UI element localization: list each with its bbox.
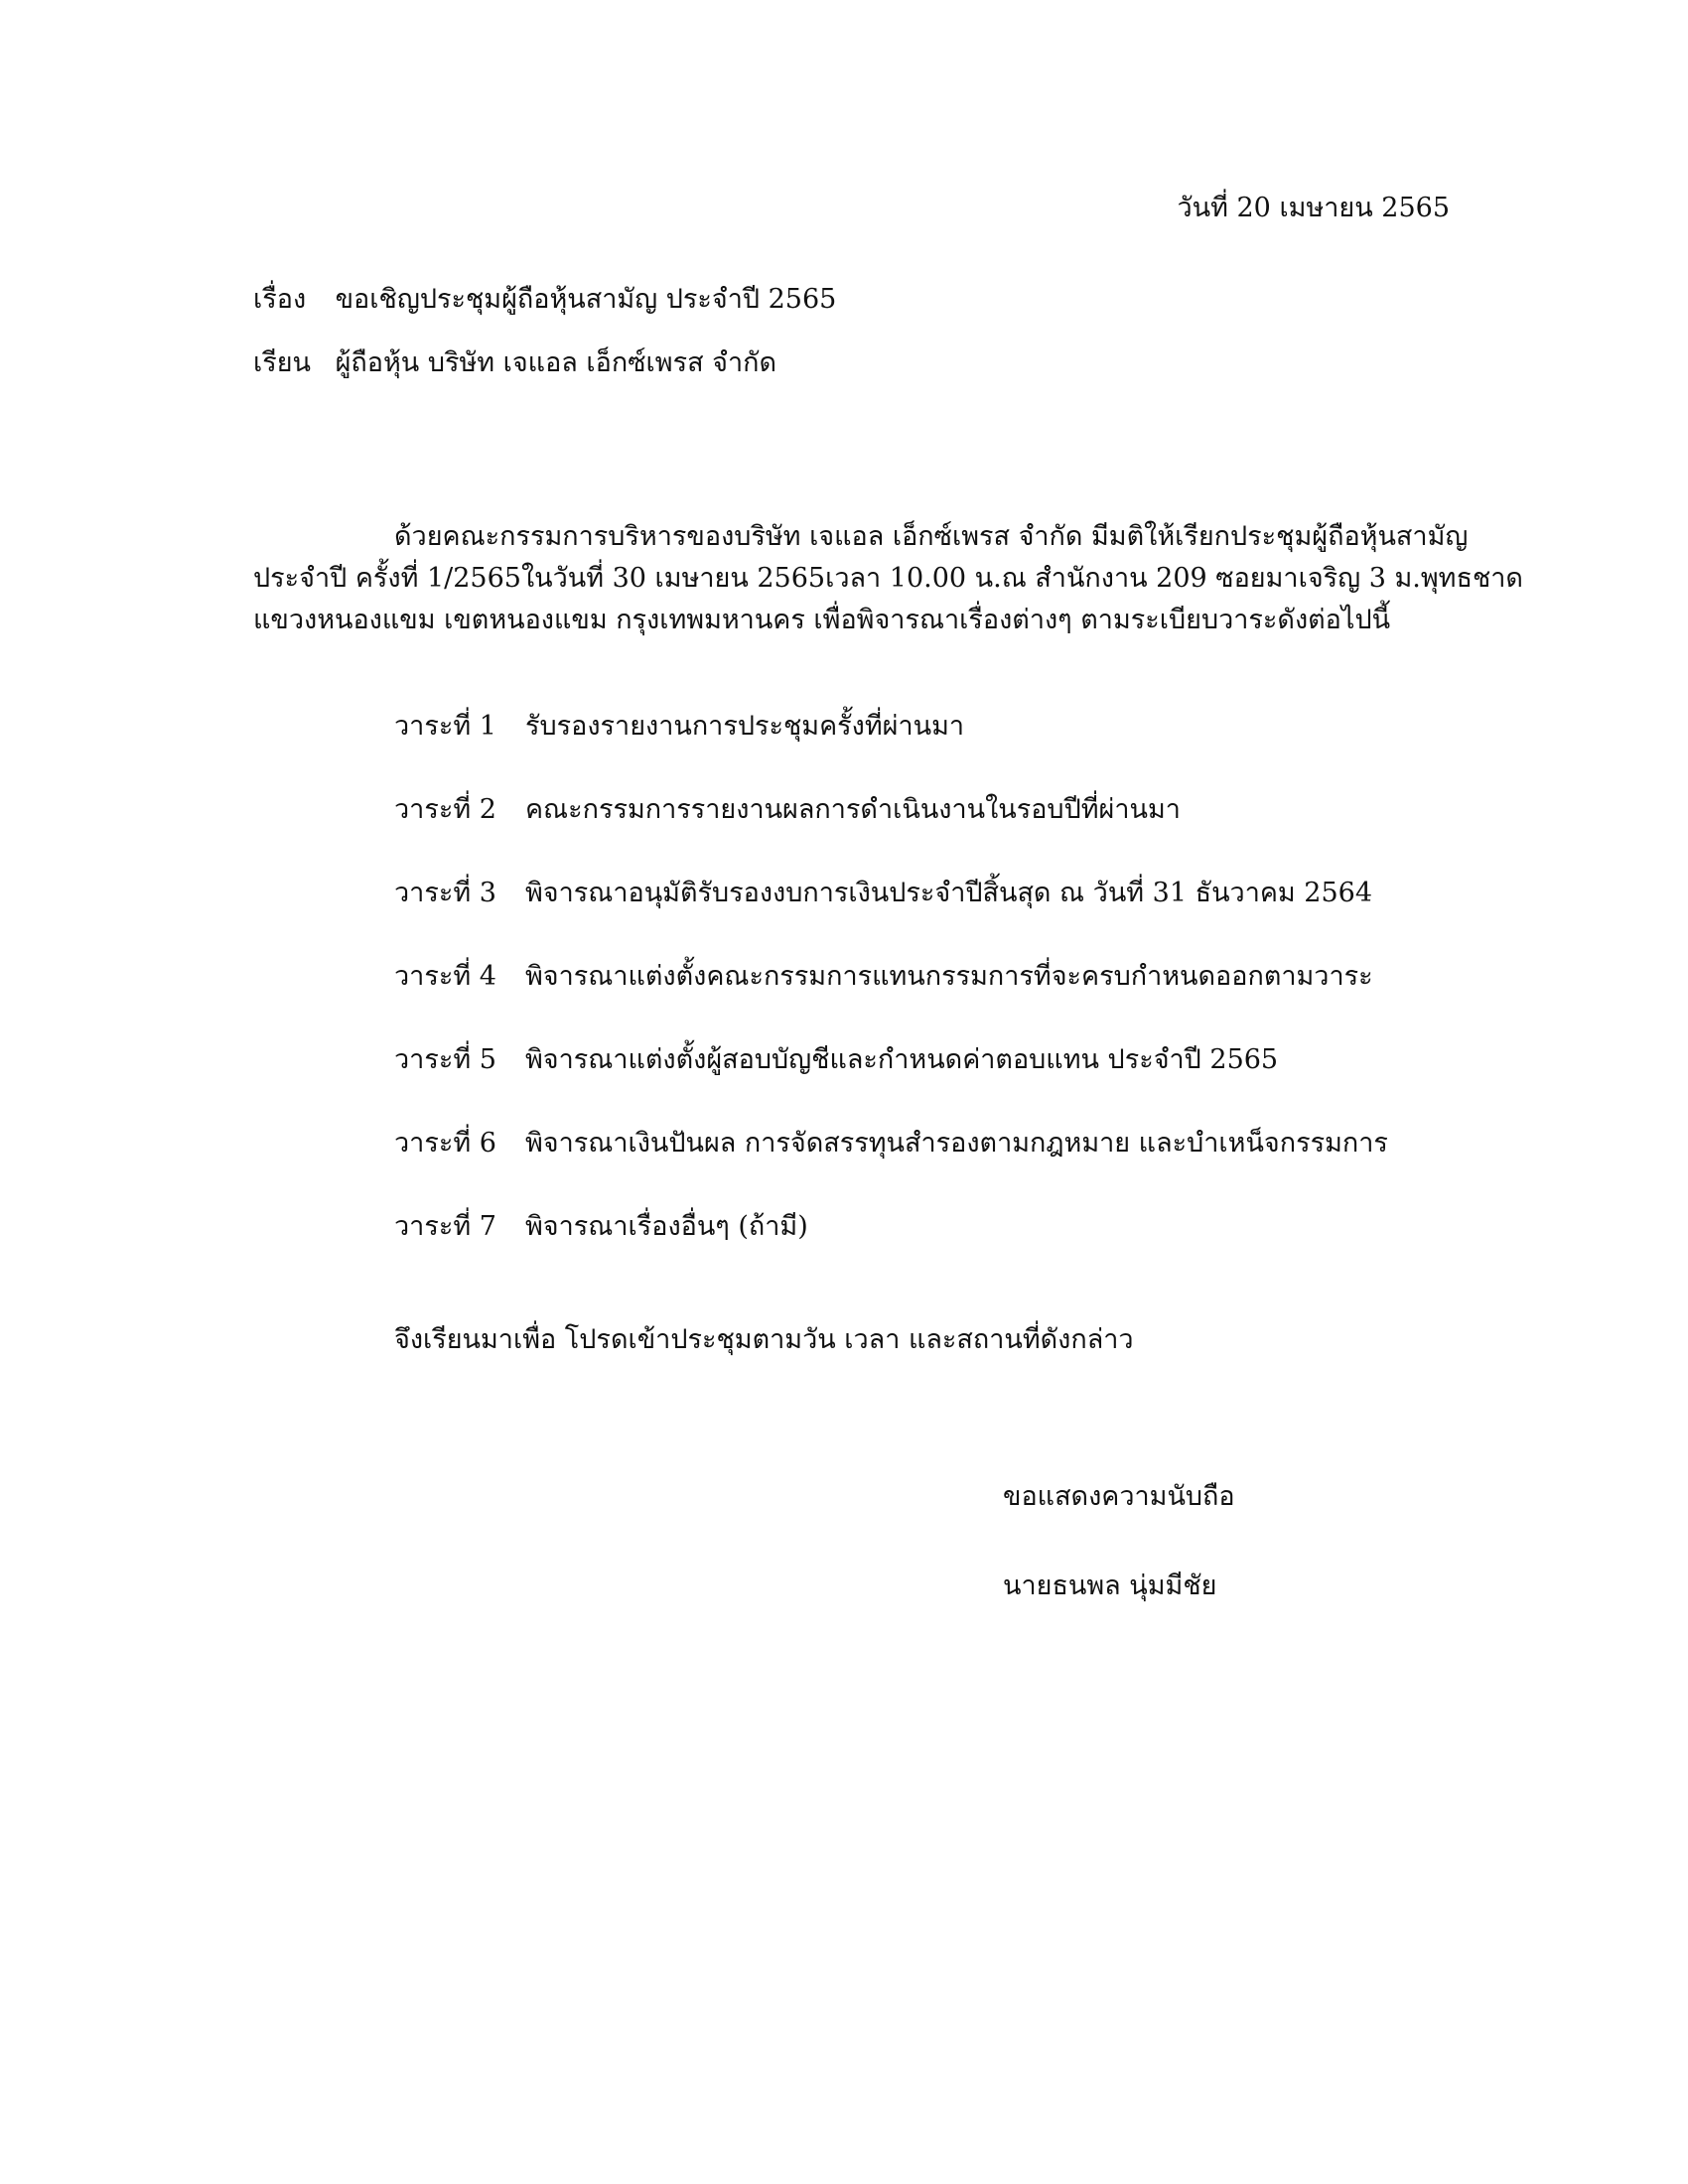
agenda-item [394, 1040, 1388, 1124]
agenda-number: วาระที่ 4 [394, 961, 496, 992]
agenda-text: พิจารณาเงินปันผล การจัดสรรทุนสำรองตามกฎหมาย และบำเหน็จกรรมการ [525, 1128, 1388, 1159]
agenda-item [394, 707, 1388, 790]
agenda-item [394, 790, 1388, 874]
agenda-number: วาระที่ 7 [394, 1211, 496, 1242]
agenda-text: พิจารณาแต่งตั้งคณะกรรมการแทนกรรมการที่จะครบกำหนดออกตามวาระ [525, 961, 1373, 992]
recipient-label: เรียน [253, 347, 312, 378]
recipient-text: ผู้ถือหุ้น บริษัท เจแอล เอ็กซ์เพรส จำกัด [335, 347, 776, 378]
agenda-number: วาระที่ 6 [394, 1128, 496, 1159]
body-line: ประจำปี ครั้งที่ 1/2565ในวันที่ 30 เมษายน 2565เวลา 10.00 น.ณ สำนักงาน 209 ซอยมาเจริญ 3 ม.พุทธชาด [253, 563, 1523, 594]
agenda-number: วาระที่ 2 [394, 794, 496, 825]
signer-name: นายธนพล นุ่มมีชัย [1003, 1570, 1217, 1601]
regards-line: ขอแสดงความนับถือ [1003, 1481, 1235, 1512]
subject-label: เรื่อง [253, 284, 307, 315]
body-line: ด้วยคณะกรรมการบริหารของบริษัท เจแอล เอ็กซ์เพรส จำกัด มีมติให้เรียกประชุมผู้ถือหุ้นสามัญ [394, 521, 1469, 552]
agenda-number: วาระที่ 1 [394, 711, 496, 742]
subject-text: ขอเชิญประชุมผู้ถือหุ้นสามัญ ประจำปี 2565 [335, 284, 837, 315]
agenda-item [394, 1207, 1388, 1291]
subject-line [253, 280, 836, 320]
body-paragraph [253, 516, 1523, 641]
agenda-text: รับรองรายงานการประชุมครั้งที่ผ่านมา [525, 711, 965, 742]
letter-date: วันที่ 20 เมษายน 2565 [1177, 193, 1450, 223]
agenda-text: พิจารณาอนุมัติรับรองงบการเงินประจำปีสิ้นสุด ณ วันที่ 31 ธันวาคม 2564 [525, 878, 1373, 908]
agenda-number: วาระที่ 3 [394, 878, 496, 908]
agenda-number: วาระที่ 5 [394, 1044, 496, 1075]
agenda-text: พิจารณาแต่งตั้งผู้สอบบัญชีและกำหนดค่าตอบแทน ประจำปี 2565 [525, 1044, 1279, 1075]
recipient-line [253, 343, 776, 383]
agenda-item [394, 874, 1388, 957]
agenda-list [394, 707, 1388, 1291]
closing-line: จึงเรียนมาเพื่อ โปรดเข้าประชุมตามวัน เวลา และสถานที่ดังกล่าว [394, 1324, 1134, 1355]
agenda-text: พิจารณาเรื่องอื่นๆ (ถ้ามี) [525, 1211, 808, 1242]
agenda-item [394, 1124, 1388, 1207]
body-line: แขวงหนองแขม เขตหนองแขม กรุงเทพมหานคร เพื่อพิจารณาเรื่องต่างๆ ตามระเบียบวาระดังต่อไปนี้ [253, 605, 1391, 635]
agenda-text: คณะกรรมการรายงานผลการดำเนินงานในรอบปีที่ผ่านมา [525, 794, 1181, 825]
agenda-item [394, 957, 1388, 1040]
